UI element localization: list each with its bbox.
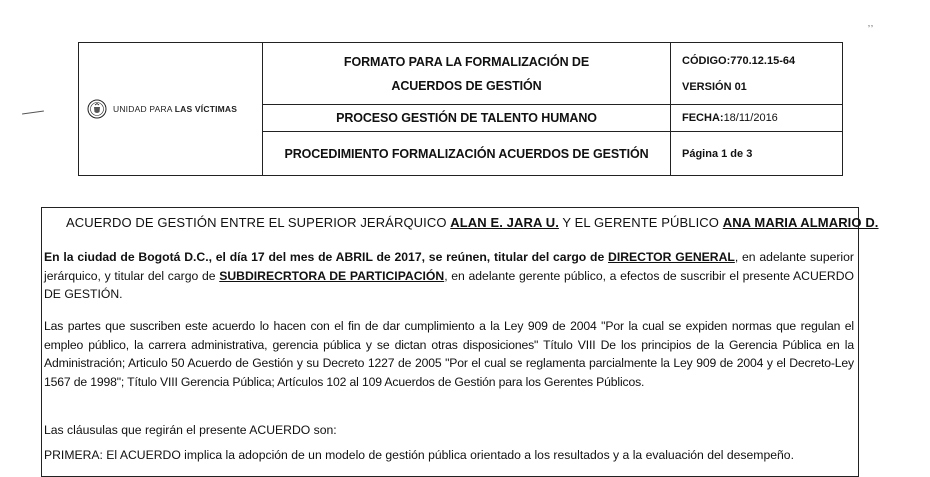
process-name: PROCESO GESTIÓN DE TALENTO HUMANO	[336, 111, 597, 125]
organization-logo	[79, 99, 262, 119]
format-title-cell	[263, 43, 671, 105]
procedure-cell	[263, 132, 671, 176]
page-cell	[671, 132, 843, 176]
code-cell	[671, 43, 843, 105]
margin-mark	[22, 110, 44, 114]
superior-position: DIRECTOR GENERAL	[608, 250, 735, 264]
manager-position: SUBDIRECRTORA DE PARTICIPACIÓN	[219, 268, 445, 283]
page-number: Página 1 de 3	[682, 147, 753, 160]
format-title-line-1: FORMATO PARA LA FORMALIZACIÓN DE	[343, 54, 590, 69]
logo-text: UNIDAD PARA LAS VÍCTIMAS	[113, 104, 238, 114]
logo-cell	[79, 43, 263, 176]
clauses-intro: Las cláusulas que regirán el presente ACUERDO son:	[44, 423, 337, 437]
document-version: VERSIÓN 01	[682, 80, 747, 93]
document-date: FECHA:18/11/2016	[682, 112, 778, 124]
coat-of-arms-icon	[87, 99, 107, 119]
date-cell	[671, 105, 843, 132]
document-code: CÓDIGO:770.12.15-64	[682, 54, 796, 67]
document-header-table	[78, 42, 843, 176]
first-clause: PRIMERA: El ACUERDO implica la adopción de un modelo de gestión pública orientado a los resultados y a la evaluación del desempeño.	[44, 448, 794, 462]
superior-name: ALAN E. JARA U.	[450, 215, 559, 230]
procedure-name: PROCEDIMIENTO FORMALIZACIÓN ACUERDOS DE GESTIÓN	[284, 146, 649, 161]
legal-basis-paragraph: Las partes que suscriben este acuerdo lo hacen con el fin de dar cumplimiento a la Ley 909 de 2004 "Por la cual se expiden normas que regulan el empleo público, la carrera administrativa, gerencia pública y se dictan otras disposiciones" Título VIII De los principios de la Gerencia Pública en la Administración; Articulo 50 Acuerdo de Gestión y su Decreto 1227 de 2005 "Por el cual se reglamenta parcialmente la Ley 909 de 2004 y el Decreto-Ley 1567 de 1998"; Título VIII Gerencia Pública; Artículos 102 al 109 Acuerdos de Gestión para los Gerentes Públicos.	[44, 319, 854, 389]
scan-specks: ʼʼ	[868, 24, 874, 34]
process-cell	[263, 105, 671, 132]
agreement-heading: ACUERDO DE GESTIÓN ENTRE EL SUPERIOR JERÁRQUICO ALAN E. JARA U. Y EL GERENTE PÚBLICO ANA MARIA ALMARIO D.	[66, 215, 879, 230]
meeting-paragraph: En la ciudad de Bogotá D.C., el día 17 del mes de ABRIL de 2017, se reúnen, titular del cargo de DIRECTOR GENERAL, en adelante superior jerárquico, y titular del cargo de SUBDIRECRTORA DE PARTICIPACIÓN, en adelante gerente público, a efectos de suscribir el presente ACUERDO DE GESTIÓN.	[44, 250, 854, 302]
manager-name: ANA MARIA ALMARIO D.	[722, 215, 879, 230]
format-title-line-2: ACUERDOS DE GESTIÓN	[391, 78, 542, 93]
